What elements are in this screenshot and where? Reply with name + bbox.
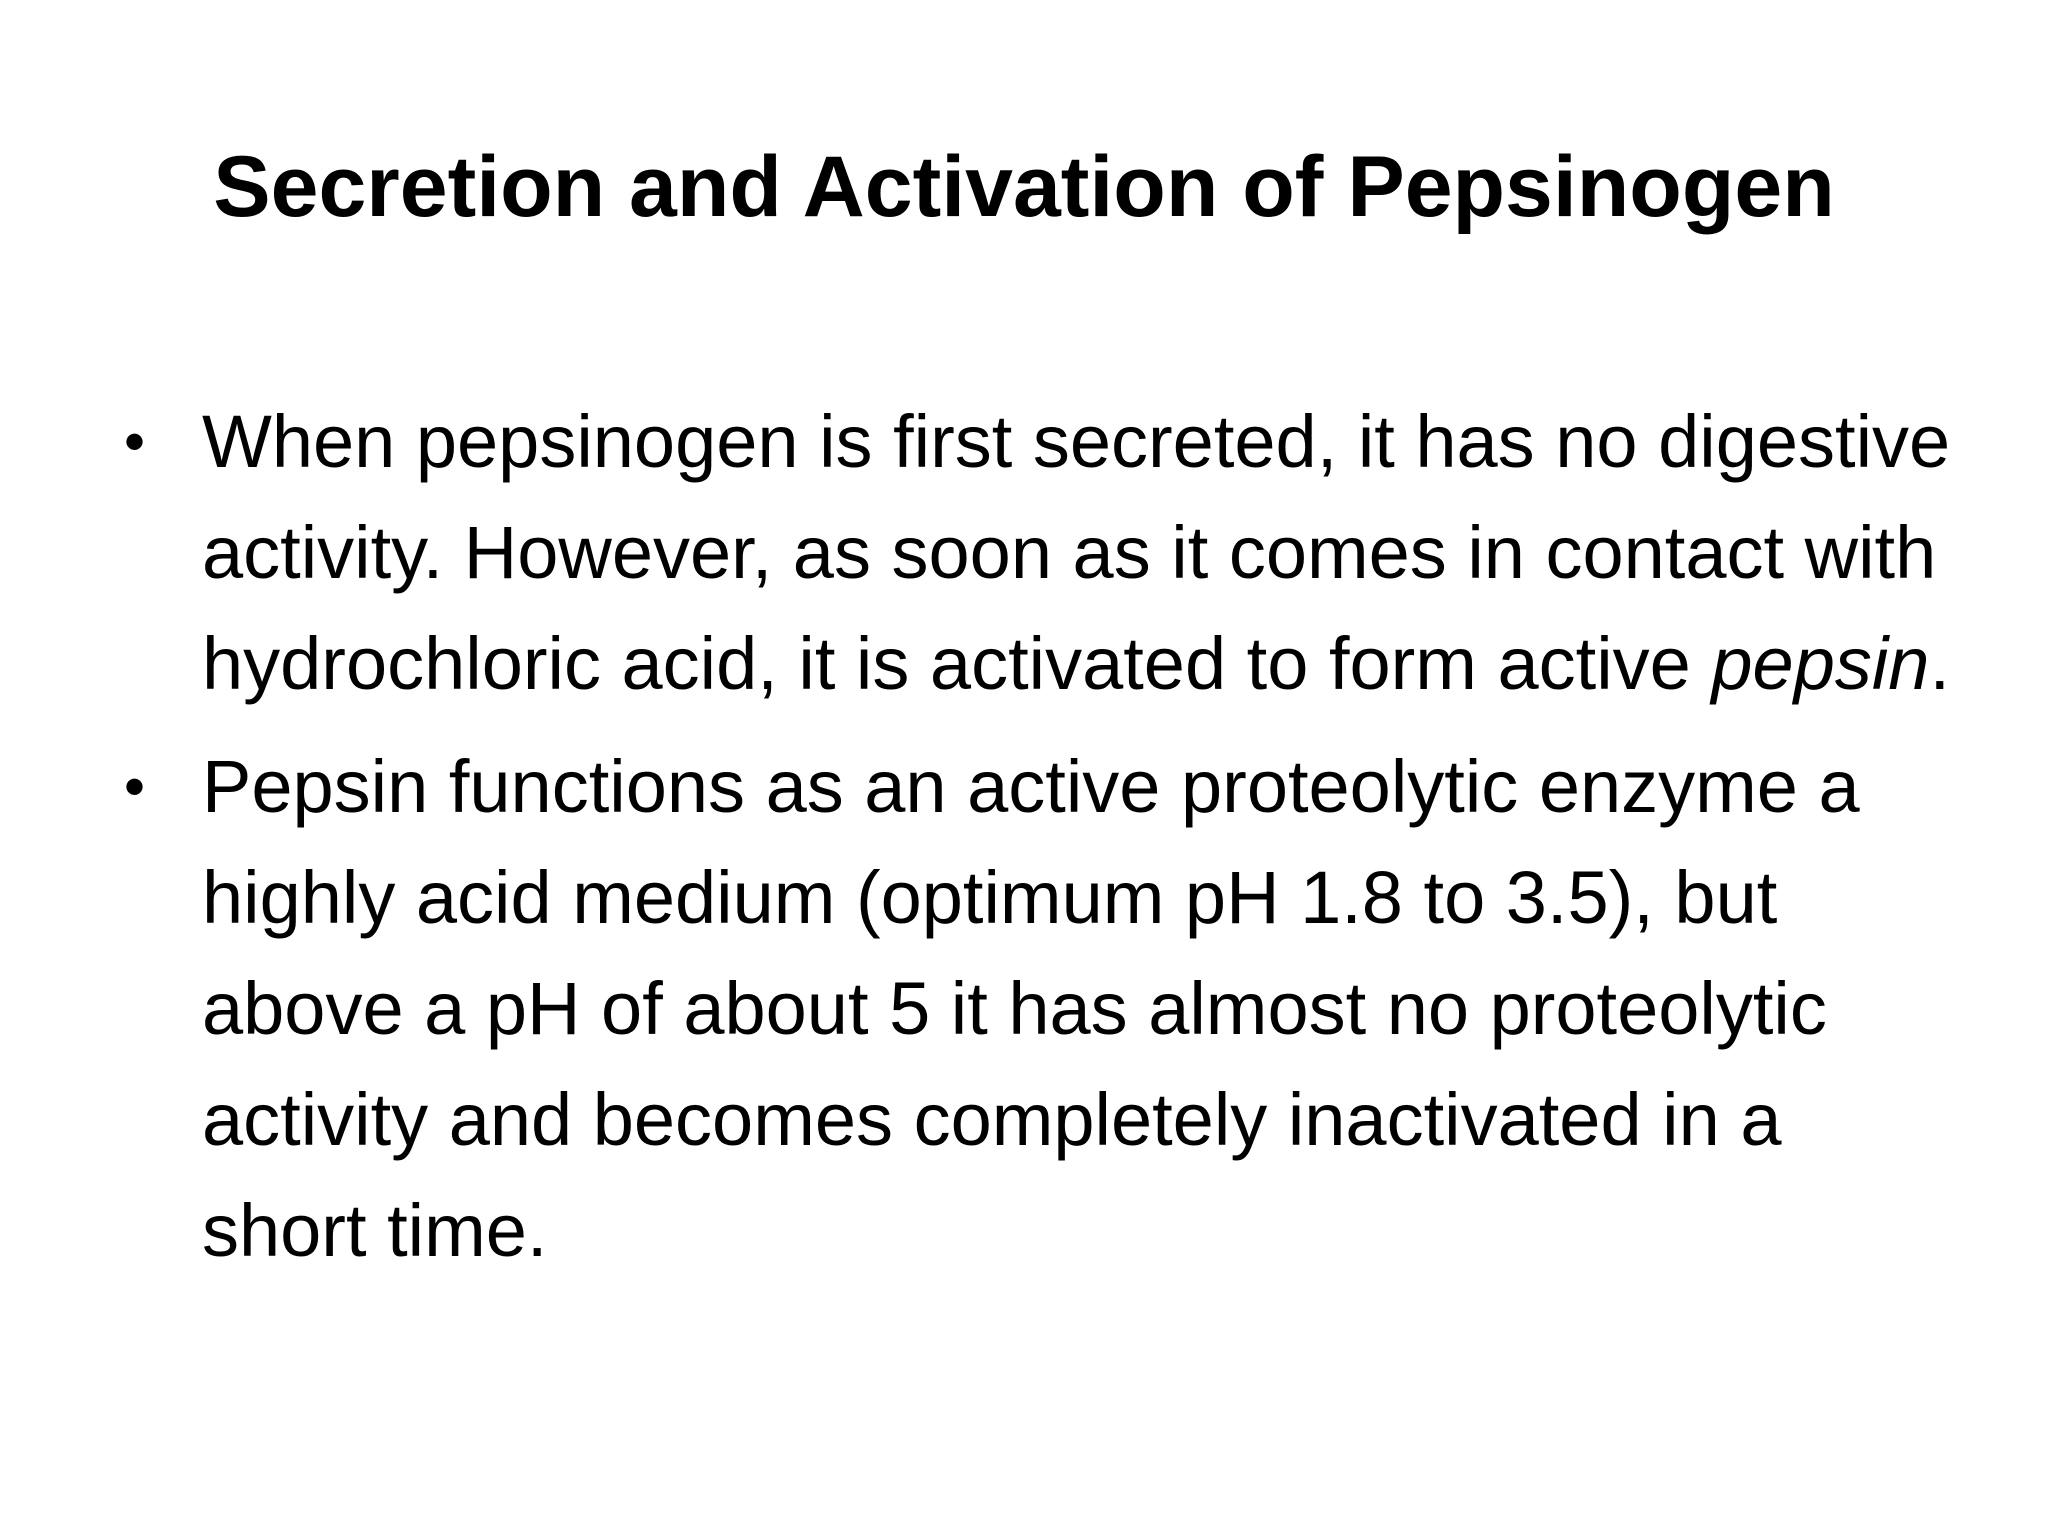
slide-title: Secretion and Activation of Pepsinogen	[213, 139, 1835, 235]
bullet-item	[124, 386, 1964, 719]
bullet-text	[202, 400, 1950, 705]
bullet-list	[124, 386, 1964, 1298]
bullet-text-italic: pepsin	[1711, 622, 1930, 705]
bullet-item	[124, 731, 1964, 1286]
bullet-text-part: .	[1929, 622, 1951, 705]
bullet-text-part: When pepsinogen is first secreted, it has no digestive activity. However, as soon as it comes in contact with hydrochloric acid, it is activated to form active	[202, 400, 1951, 705]
bullet-icon: •	[124, 408, 146, 475]
bullet-icon: •	[124, 753, 146, 820]
bullet-text: Pepsin functions as an active proteolytic enzyme a highly acid medium (optimum pH 1.8 to 3.5), but above a pH of about 5 it has almost no proteolytic activity and becomes completely inactivated in a short time.	[202, 745, 1860, 1272]
